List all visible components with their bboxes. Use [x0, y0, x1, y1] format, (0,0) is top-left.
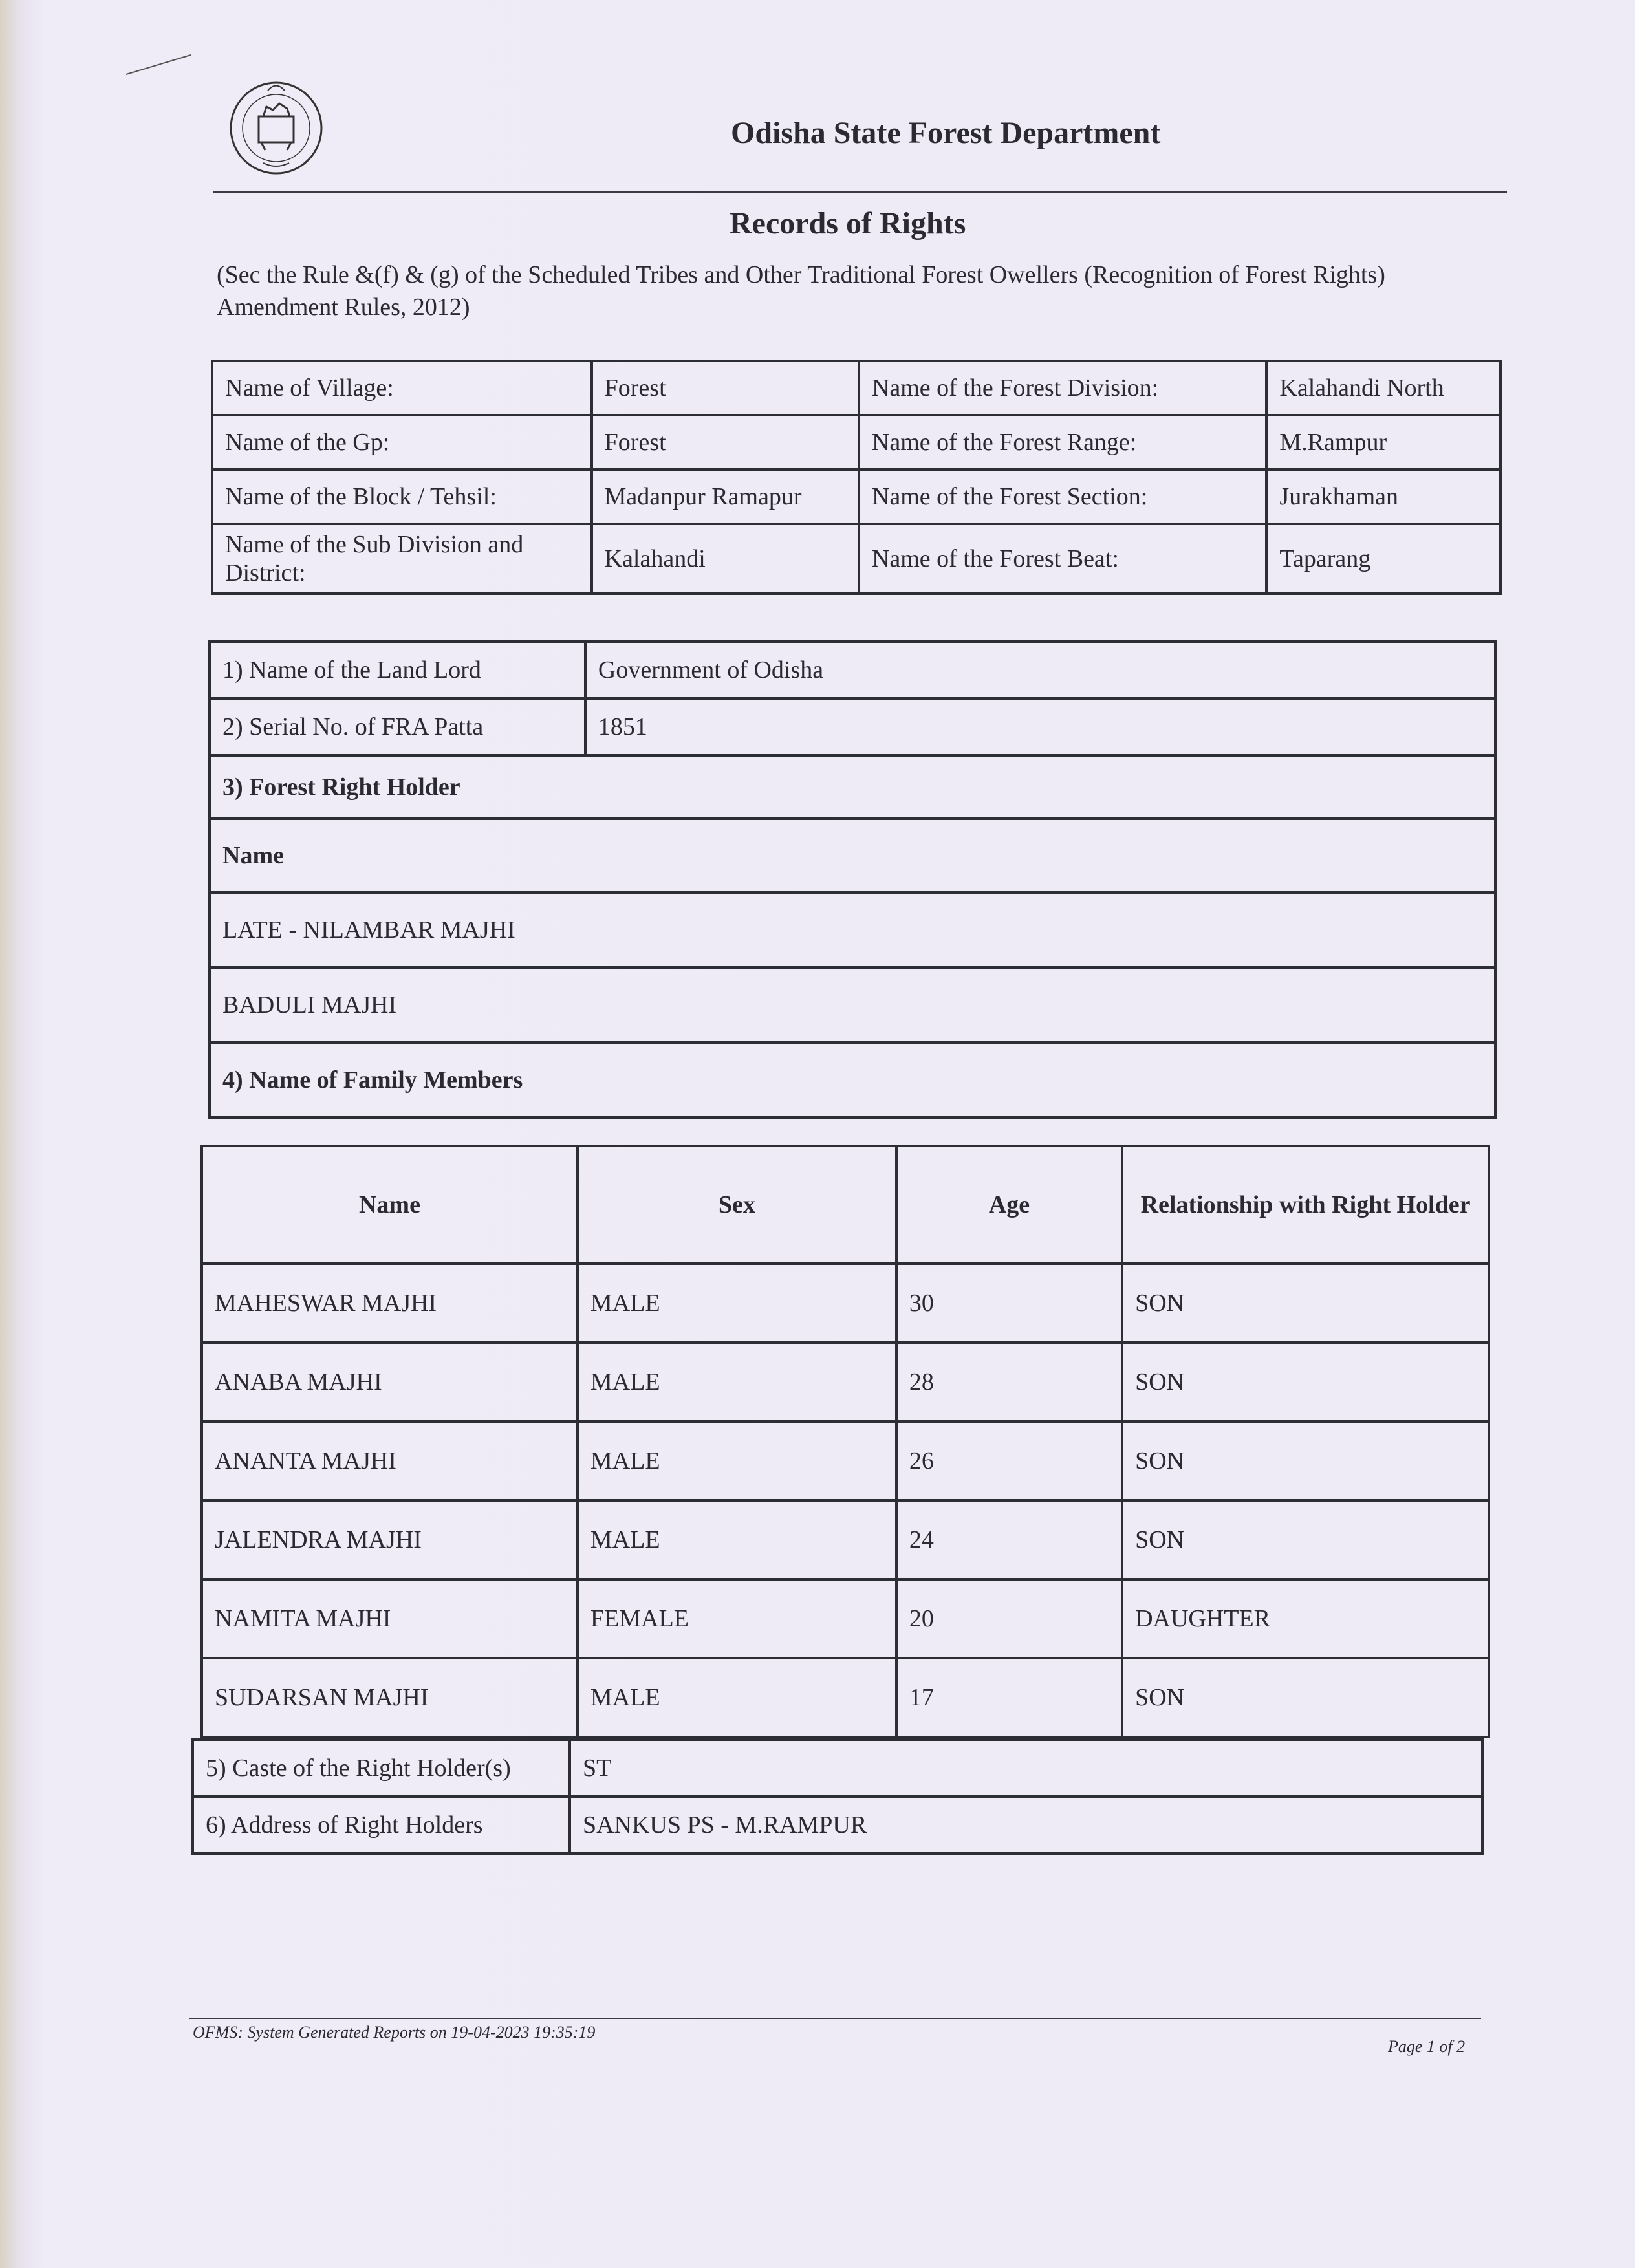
member-name: JALENDRA MAJHI — [202, 1500, 578, 1579]
column-header-name: Name — [202, 1146, 578, 1264]
page-number: Page 1 of 2 — [1388, 2037, 1466, 2056]
address-label: 6) Address of Right Holders — [193, 1797, 570, 1853]
table-row — [202, 1264, 1489, 1343]
subdiv-value: Kalahandi — [592, 524, 859, 594]
member-relationship: SON — [1122, 1658, 1489, 1737]
beat-value: Taparang — [1266, 524, 1500, 594]
member-sex: MALE — [578, 1658, 896, 1737]
right-holder-section-title: 3) Forest Right Holder — [210, 755, 1495, 819]
holder-name: BADULI MAJHI — [210, 967, 1495, 1042]
member-age: 17 — [896, 1658, 1122, 1737]
member-age: 24 — [896, 1500, 1122, 1579]
block-value: Madanpur Ramapur — [592, 470, 859, 524]
table-header-row — [202, 1146, 1489, 1264]
holder-table — [208, 640, 1497, 1119]
caste-value: ST — [570, 1740, 1482, 1797]
header-divider — [213, 191, 1507, 193]
member-age: 28 — [896, 1343, 1122, 1421]
member-sex: MALE — [578, 1421, 896, 1500]
landlord-value: Government of Odisha — [585, 642, 1495, 698]
member-age: 20 — [896, 1579, 1122, 1658]
subdiv-label: Name of the Sub Division and District: — [212, 524, 592, 594]
member-age: 26 — [896, 1421, 1122, 1500]
table-row — [212, 470, 1500, 524]
address-value: SANKUS PS - M.RAMPUR — [570, 1797, 1482, 1853]
table-row — [210, 819, 1495, 892]
holder-name-header: Name — [210, 819, 1495, 892]
odisha-emblem-seal-icon — [228, 71, 325, 180]
document-subtitle: (Sec the Rule &(f) & (g) of the Scheduled Tribes and Other Traditional Forest Owellers (Recognition of Forest Rights) Amendment Rules, 2012) — [217, 261, 1385, 321]
member-age: 30 — [896, 1264, 1122, 1343]
table-row — [193, 1797, 1482, 1853]
landlord-label: 1) Name of the Land Lord — [210, 642, 585, 698]
village-label: Name of Village: — [212, 361, 592, 415]
footer-divider — [189, 2018, 1481, 2019]
member-sex: MALE — [578, 1500, 896, 1579]
column-header-relationship: Relationship with Right Holder — [1122, 1146, 1489, 1264]
member-sex: FEMALE — [578, 1579, 896, 1658]
member-sex: MALE — [578, 1343, 896, 1421]
member-name: MAHESWAR MAJHI — [202, 1264, 578, 1343]
table-row — [212, 415, 1500, 470]
table-row — [210, 967, 1495, 1042]
table-row — [202, 1343, 1489, 1421]
table-row — [210, 642, 1495, 698]
generated-timestamp: OFMS: System Generated Reports on 19-04-2023 19:35:19 — [193, 2023, 596, 2042]
member-relationship: SON — [1122, 1343, 1489, 1421]
member-name: ANABA MAJHI — [202, 1343, 578, 1421]
pen-mark-icon — [123, 52, 194, 78]
location-table — [211, 360, 1502, 595]
section-value: Jurakhaman — [1266, 470, 1500, 524]
member-name: NAMITA MAJHI — [202, 1579, 578, 1658]
range-label: Name of the Forest Range: — [859, 415, 1267, 470]
division-label: Name of the Forest Division: — [859, 361, 1267, 415]
block-label: Name of the Block / Tehsil: — [212, 470, 592, 524]
caste-label: 5) Caste of the Right Holder(s) — [193, 1740, 570, 1797]
department-title: Odisha State Forest Department — [731, 116, 1161, 150]
holder-name: LATE - NILAMBAR MAJHI — [210, 892, 1495, 967]
caste-address-table — [191, 1738, 1484, 1855]
document-title: Records of Rights — [730, 206, 966, 241]
family-section-title: 4) Name of Family Members — [210, 1042, 1495, 1118]
member-sex: MALE — [578, 1264, 896, 1343]
column-header-age: Age — [896, 1146, 1122, 1264]
village-value: Forest — [592, 361, 859, 415]
member-relationship: DAUGHTER — [1122, 1579, 1489, 1658]
gp-label: Name of the Gp: — [212, 415, 592, 470]
table-row — [202, 1658, 1489, 1737]
table-row — [210, 1042, 1495, 1118]
member-relationship: SON — [1122, 1500, 1489, 1579]
beat-label: Name of the Forest Beat: — [859, 524, 1267, 594]
table-row — [210, 892, 1495, 967]
family-members-table — [200, 1145, 1490, 1738]
member-relationship: SON — [1122, 1264, 1489, 1343]
member-name: SUDARSAN MAJHI — [202, 1658, 578, 1737]
table-row — [210, 698, 1495, 755]
table-row — [202, 1421, 1489, 1500]
range-value: M.Rampur — [1266, 415, 1500, 470]
table-row — [202, 1579, 1489, 1658]
table-row — [210, 755, 1495, 819]
section-label: Name of the Forest Section: — [859, 470, 1267, 524]
table-row — [212, 361, 1500, 415]
table-row — [212, 524, 1500, 594]
column-header-sex: Sex — [578, 1146, 896, 1264]
division-value: Kalahandi North — [1266, 361, 1500, 415]
table-row — [202, 1500, 1489, 1579]
serial-value: 1851 — [585, 698, 1495, 755]
member-relationship: SON — [1122, 1421, 1489, 1500]
member-name: ANANTA MAJHI — [202, 1421, 578, 1500]
serial-label: 2) Serial No. of FRA Patta — [210, 698, 585, 755]
gp-value: Forest — [592, 415, 859, 470]
table-row — [193, 1740, 1482, 1797]
